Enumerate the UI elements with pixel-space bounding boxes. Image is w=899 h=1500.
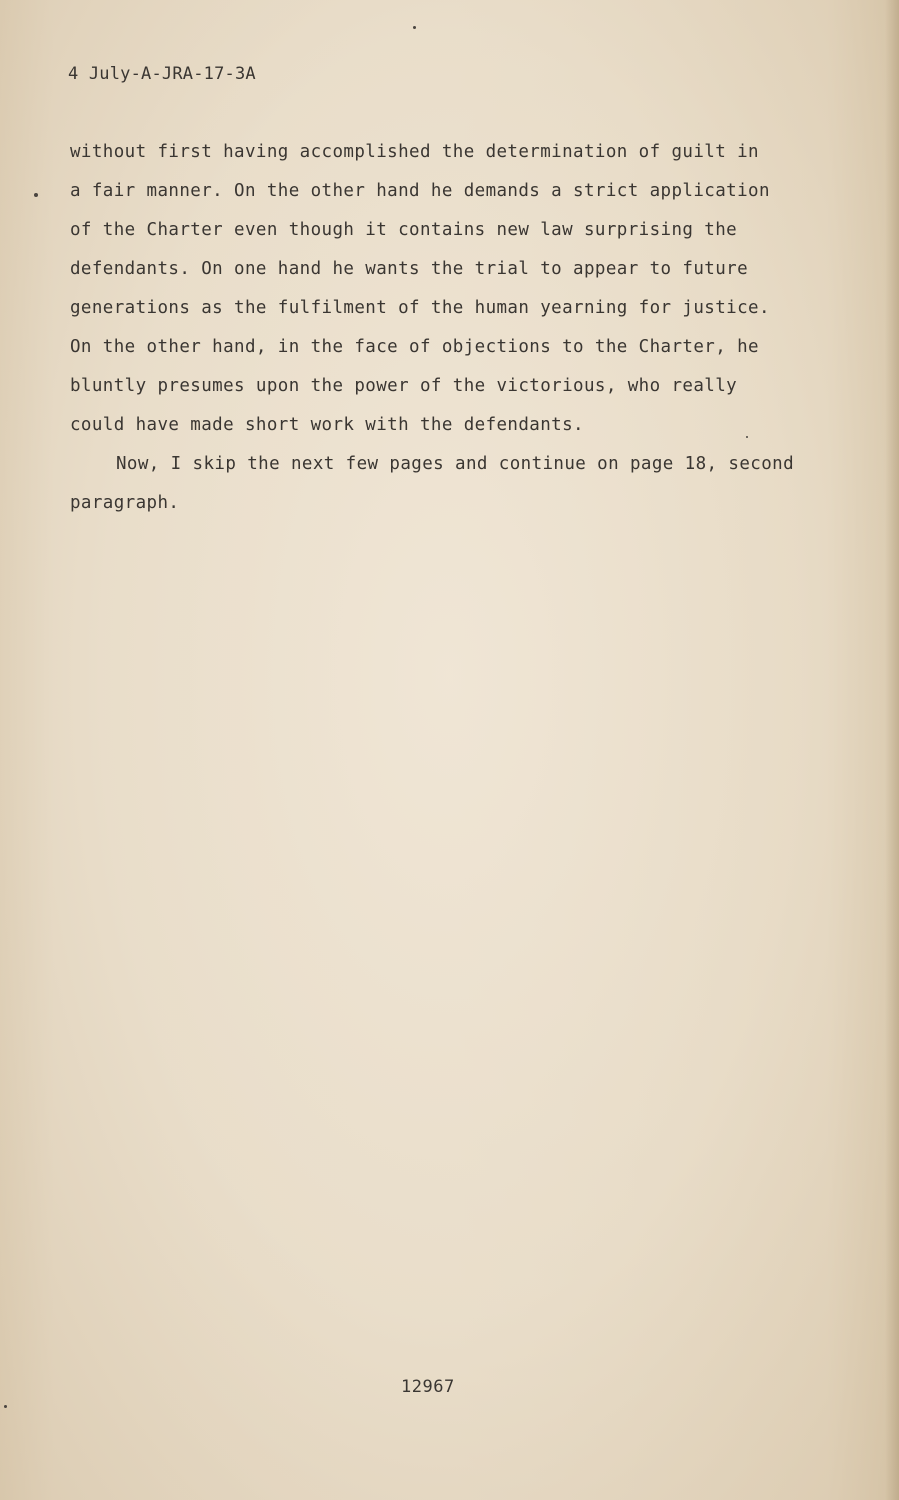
ink-speck <box>4 1405 7 1408</box>
text-line: generations as the fulfilment of the human yearning for justice. <box>70 298 770 318</box>
text-line: defendants. On one hand he wants the trial to appear to future <box>70 259 749 279</box>
text-line: could have made short work with the defendants. <box>70 415 584 435</box>
text-line: bluntly presumes upon the power of the victorious, who really <box>70 376 738 396</box>
document-reference: 4 July-A-JRA-17-3A <box>68 64 256 84</box>
text-line: a fair manner. On the other hand he demands a strict application <box>70 181 770 201</box>
paper-edge-shadow <box>885 0 899 1500</box>
text-line: of the Charter even though it contains new law surprising the <box>70 220 738 240</box>
text-line: Now, I skip the next few pages and continue on page 18, second <box>116 454 795 474</box>
text-line: without first having accomplished the determination of guilt in <box>70 142 759 162</box>
ink-speck <box>413 26 416 29</box>
page-number: 12967 <box>401 1377 455 1397</box>
ink-speck <box>34 193 38 197</box>
text-line: On the other hand, in the face of objections to the Charter, he <box>70 337 759 357</box>
body-text <box>70 133 860 523</box>
text-line: paragraph. <box>70 493 180 513</box>
